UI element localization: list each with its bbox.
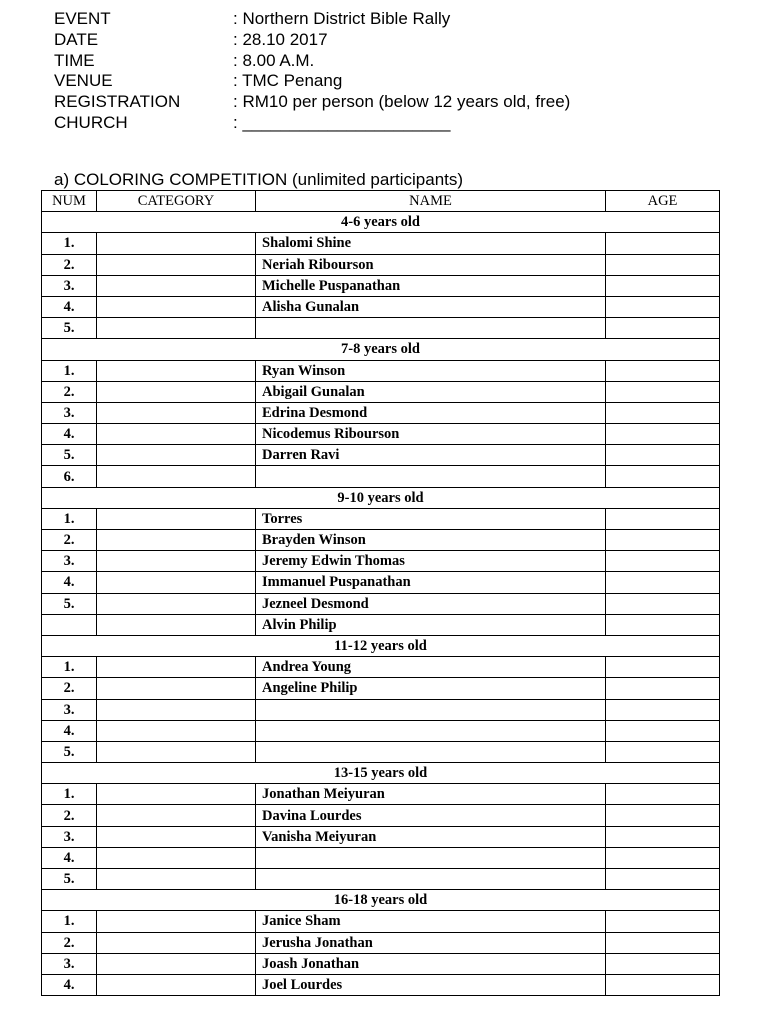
num-cell: 5. (42, 741, 97, 762)
age-cell (606, 508, 720, 529)
age-cell (606, 466, 720, 487)
age-group-row (42, 635, 720, 656)
num-cell: 5. (42, 593, 97, 614)
table-row (42, 911, 720, 932)
name-cell (256, 847, 606, 868)
num-cell: 2. (42, 254, 97, 275)
name-cell: Darren Ravi (256, 445, 606, 466)
table-row (42, 974, 720, 995)
category-cell (97, 741, 256, 762)
age-cell (606, 254, 720, 275)
age-group-row (42, 890, 720, 911)
name-cell: Brayden Winson (256, 530, 606, 551)
table-row (42, 572, 720, 593)
table-header-row (42, 191, 720, 212)
num-cell: 3. (42, 551, 97, 572)
name-cell: Jonathan Meiyuran (256, 784, 606, 805)
age-cell (606, 869, 720, 890)
category-cell (97, 254, 256, 275)
table-row (42, 233, 720, 254)
num-cell: 5. (42, 318, 97, 339)
table-row (42, 953, 720, 974)
age-cell (606, 974, 720, 995)
table-row (42, 424, 720, 445)
name-cell: Neriah Ribourson (256, 254, 606, 275)
header-label: VENUE (54, 71, 113, 91)
table-row (42, 826, 720, 847)
num-cell: 1. (42, 508, 97, 529)
table-row (42, 614, 720, 635)
table-row (42, 360, 720, 381)
age-group-label: 16-18 years old (42, 890, 720, 911)
category-cell (97, 508, 256, 529)
table-row (42, 318, 720, 339)
category-cell (97, 784, 256, 805)
category-cell (97, 805, 256, 826)
table-row (42, 805, 720, 826)
category-cell (97, 699, 256, 720)
age-group-label: 11-12 years old (42, 635, 720, 656)
age-cell (606, 402, 720, 423)
name-cell: Vanisha Meiyuran (256, 826, 606, 847)
header-value: : TMC Penang (233, 71, 343, 91)
header-value: : 28.10 2017 (233, 29, 328, 49)
table-row (42, 847, 720, 868)
age-cell (606, 551, 720, 572)
header-value: : Northern District Bible Rally (233, 9, 451, 28)
category-cell (97, 614, 256, 635)
num-cell: 3. (42, 826, 97, 847)
category-cell (97, 932, 256, 953)
header-value: : ______________________ (233, 112, 451, 132)
age-group-label: 4-6 years old (42, 212, 720, 233)
age-group-label: 9-10 years old (42, 487, 720, 508)
name-cell: Andrea Young (256, 657, 606, 678)
category-cell (97, 953, 256, 974)
header-label: DATE (54, 29, 99, 49)
num-cell: 4. (42, 847, 97, 868)
category-cell (97, 402, 256, 423)
header-value: : RM10 per person (below 12 years old, free) (233, 92, 571, 112)
category-cell (97, 593, 256, 614)
category-cell (97, 678, 256, 699)
age-cell (606, 826, 720, 847)
age-cell (606, 932, 720, 953)
num-cell: 2. (42, 932, 97, 953)
num-cell: 3. (42, 402, 97, 423)
table-row (42, 741, 720, 762)
age-group-row (42, 763, 720, 784)
num-cell: 2. (42, 805, 97, 826)
age-group-row (42, 212, 720, 233)
registration-table (41, 190, 720, 996)
num-cell: 2. (42, 381, 97, 402)
name-cell: Angeline Philip (256, 678, 606, 699)
name-cell: Davina Lourdes (256, 805, 606, 826)
category-cell (97, 466, 256, 487)
num-cell: 1. (42, 784, 97, 805)
name-cell: Jerusha Jonathan (256, 932, 606, 953)
age-cell (606, 720, 720, 741)
age-cell (606, 233, 720, 254)
table-row (42, 296, 720, 317)
category-cell (97, 657, 256, 678)
name-cell: Joel Lourdes (256, 974, 606, 995)
category-cell (97, 551, 256, 572)
age-cell (606, 911, 720, 932)
table-row (42, 657, 720, 678)
category-cell (97, 572, 256, 593)
num-cell: 4. (42, 572, 97, 593)
name-cell (256, 869, 606, 890)
name-cell: Torres (256, 508, 606, 529)
name-cell: Janice Sham (256, 911, 606, 932)
name-cell (256, 466, 606, 487)
category-cell (97, 720, 256, 741)
age-cell (606, 530, 720, 551)
num-cell: 5. (42, 869, 97, 890)
num-cell: 1. (42, 911, 97, 932)
num-cell: 2. (42, 530, 97, 551)
category-cell (97, 974, 256, 995)
name-cell: Abigail Gunalan (256, 381, 606, 402)
name-cell: Shalomi Shine (256, 233, 606, 254)
num-cell: 2. (42, 678, 97, 699)
name-cell: Nicodemus Ribourson (256, 424, 606, 445)
table-row (42, 275, 720, 296)
age-cell (606, 847, 720, 868)
name-cell: Jezneel Desmond (256, 593, 606, 614)
header-label: TIME (54, 50, 95, 70)
table-row (42, 381, 720, 402)
name-cell: Alvin Philip (256, 614, 606, 635)
column-header-name: NAME (256, 191, 606, 212)
num-cell: 4. (42, 720, 97, 741)
num-cell: 5. (42, 445, 97, 466)
age-cell (606, 318, 720, 339)
age-cell (606, 445, 720, 466)
table-row (42, 402, 720, 423)
category-cell (97, 911, 256, 932)
category-cell (97, 424, 256, 445)
num-cell: 6. (42, 466, 97, 487)
age-group-label: 7-8 years old (42, 339, 720, 360)
section-title: a) COLORING COMPETITION (unlimited participants) (54, 170, 464, 189)
age-group-row (42, 339, 720, 360)
category-cell (97, 318, 256, 339)
table-row (42, 593, 720, 614)
category-cell (97, 275, 256, 296)
num-cell: 4. (42, 974, 97, 995)
header-label: CHURCH (54, 112, 128, 132)
table-row (42, 508, 720, 529)
table-row (42, 784, 720, 805)
num-cell: 1. (42, 360, 97, 381)
age-cell (606, 953, 720, 974)
table-row (42, 530, 720, 551)
age-group-row (42, 487, 720, 508)
column-header-num: NUM (42, 191, 97, 212)
name-cell: Michelle Puspanathan (256, 275, 606, 296)
age-cell (606, 572, 720, 593)
age-cell (606, 614, 720, 635)
name-cell (256, 318, 606, 339)
age-group-label: 13-15 years old (42, 763, 720, 784)
num-cell: 1. (42, 657, 97, 678)
category-cell (97, 847, 256, 868)
category-cell (97, 296, 256, 317)
category-cell (97, 826, 256, 847)
name-cell: Ryan Winson (256, 360, 606, 381)
num-cell (42, 614, 97, 635)
category-cell (97, 360, 256, 381)
table-body (42, 212, 720, 996)
category-cell (97, 869, 256, 890)
num-cell: 4. (42, 296, 97, 317)
num-cell: 4. (42, 424, 97, 445)
age-cell (606, 678, 720, 699)
age-cell (606, 381, 720, 402)
age-cell (606, 657, 720, 678)
num-cell: 1. (42, 233, 97, 254)
age-cell (606, 296, 720, 317)
name-cell: Immanuel Puspanathan (256, 572, 606, 593)
category-cell (97, 530, 256, 551)
table-row (42, 699, 720, 720)
age-cell (606, 360, 720, 381)
table-row (42, 445, 720, 466)
age-cell (606, 593, 720, 614)
table-row (42, 869, 720, 890)
name-cell (256, 741, 606, 762)
table-row (42, 466, 720, 487)
name-cell: Edrina Desmond (256, 402, 606, 423)
table-row (42, 551, 720, 572)
category-cell (97, 445, 256, 466)
num-cell: 3. (42, 699, 97, 720)
name-cell (256, 720, 606, 741)
column-header-age: AGE (606, 191, 720, 212)
category-cell (97, 381, 256, 402)
age-cell (606, 805, 720, 826)
name-cell: Joash Jonathan (256, 953, 606, 974)
age-cell (606, 699, 720, 720)
age-cell (606, 424, 720, 445)
table-row (42, 932, 720, 953)
age-cell (606, 275, 720, 296)
table-row (42, 678, 720, 699)
header-label: REGISTRATION (54, 92, 181, 112)
header-value: : 8.00 A.M. (233, 50, 315, 70)
num-cell: 3. (42, 275, 97, 296)
column-header-category: CATEGORY (97, 191, 256, 212)
category-cell (97, 233, 256, 254)
name-cell: Jeremy Edwin Thomas (256, 551, 606, 572)
header-label: EVENT (54, 9, 111, 28)
age-cell (606, 741, 720, 762)
table-row (42, 720, 720, 741)
age-cell (606, 784, 720, 805)
name-cell: Alisha Gunalan (256, 296, 606, 317)
num-cell: 3. (42, 953, 97, 974)
name-cell (256, 699, 606, 720)
table-row (42, 254, 720, 275)
